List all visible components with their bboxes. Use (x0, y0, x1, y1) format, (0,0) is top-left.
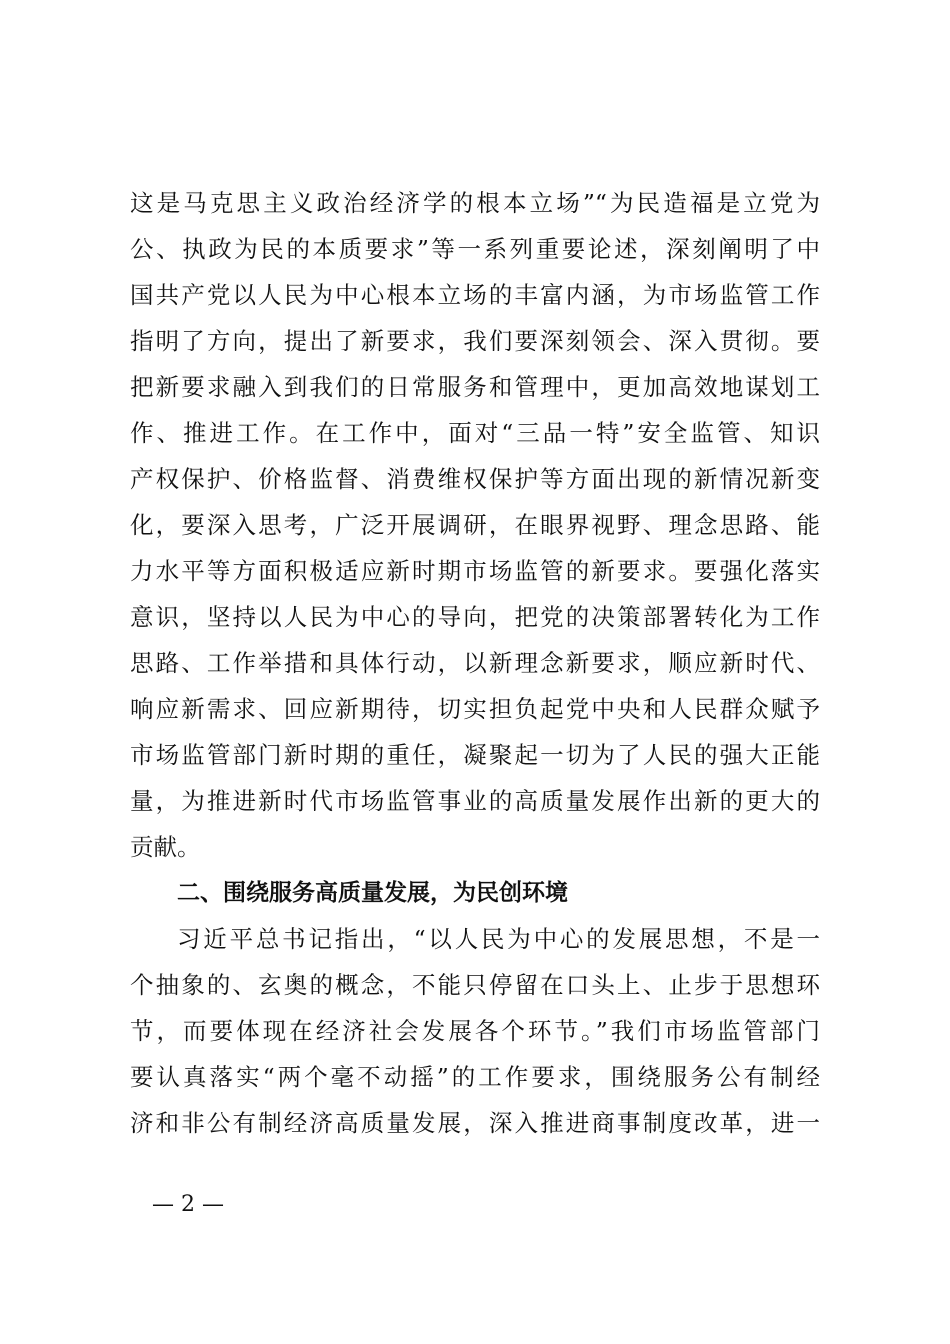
text-line: 节，而要体现在经济社会发展各个环节。”我们市场监管部门 (130, 1017, 820, 1045)
text-line: 公、执政为民的本质要求”等一系列重要论述，深刻阐明了中 (130, 235, 820, 263)
text-line: 化，要深入思考，广泛开展调研，在眼界视野、理念思路、能 (130, 511, 820, 539)
section-heading: 二、围绕服务高质量发展，为民创环境 (177, 880, 568, 906)
text-line: 作、推进工作。在工作中，面对“三品一特”安全监管、知识 (130, 419, 820, 447)
text-line: 意识，坚持以人民为中心的导向，把党的决策部署转化为工作 (130, 603, 820, 631)
text-line: 把新要求融入到我们的日常服务和管理中，更加高效地谋划工 (130, 373, 820, 401)
body-text (130, 180, 820, 1146)
text-line: 响应新需求、回应新期待，切实担负起党中央和人民群众赋予 (130, 695, 820, 723)
page-number: — 2 — (152, 1192, 224, 1217)
text-line: 产权保护、价格监督、消费维权保护等方面出现的新情况新变 (130, 465, 820, 493)
text-line: 这是马克思主义政治经济学的根本立场”“为民造福是立党为 (130, 189, 820, 217)
text-line: 济和非公有制经济高质量发展，深入推进商事制度改革，进一 (130, 1109, 820, 1137)
text-line: 贡献。 (130, 833, 201, 861)
text-line: 力水平等方面积极适应新时期市场监管的新要求。要强化落实 (130, 557, 820, 585)
text-line: 要认真落实“两个毫不动摇”的工作要求，围绕服务公有制经 (130, 1063, 820, 1091)
text-line: 指明了方向，提出了新要求，我们要深刻领会、深入贯彻。要 (130, 327, 820, 355)
text-line: 市场监管部门新时期的重任，凝聚起一切为了人民的强大正能 (130, 741, 820, 769)
text-line: 量，为推进新时代市场监管事业的高质量发展作出新的更大的 (130, 787, 820, 815)
text-line: 个抽象的、玄奥的概念，不能只停留在口头上、止步于思想环 (130, 971, 820, 999)
text-line: 国共产党以人民为中心根本立场的丰富内涵，为市场监管工作 (130, 281, 820, 309)
text-line: 思路、工作举措和具体行动，以新理念新要求，顺应新时代、 (130, 649, 820, 677)
text-line: 习近平总书记指出，“以人民为中心的发展思想，不是一 (177, 925, 820, 953)
